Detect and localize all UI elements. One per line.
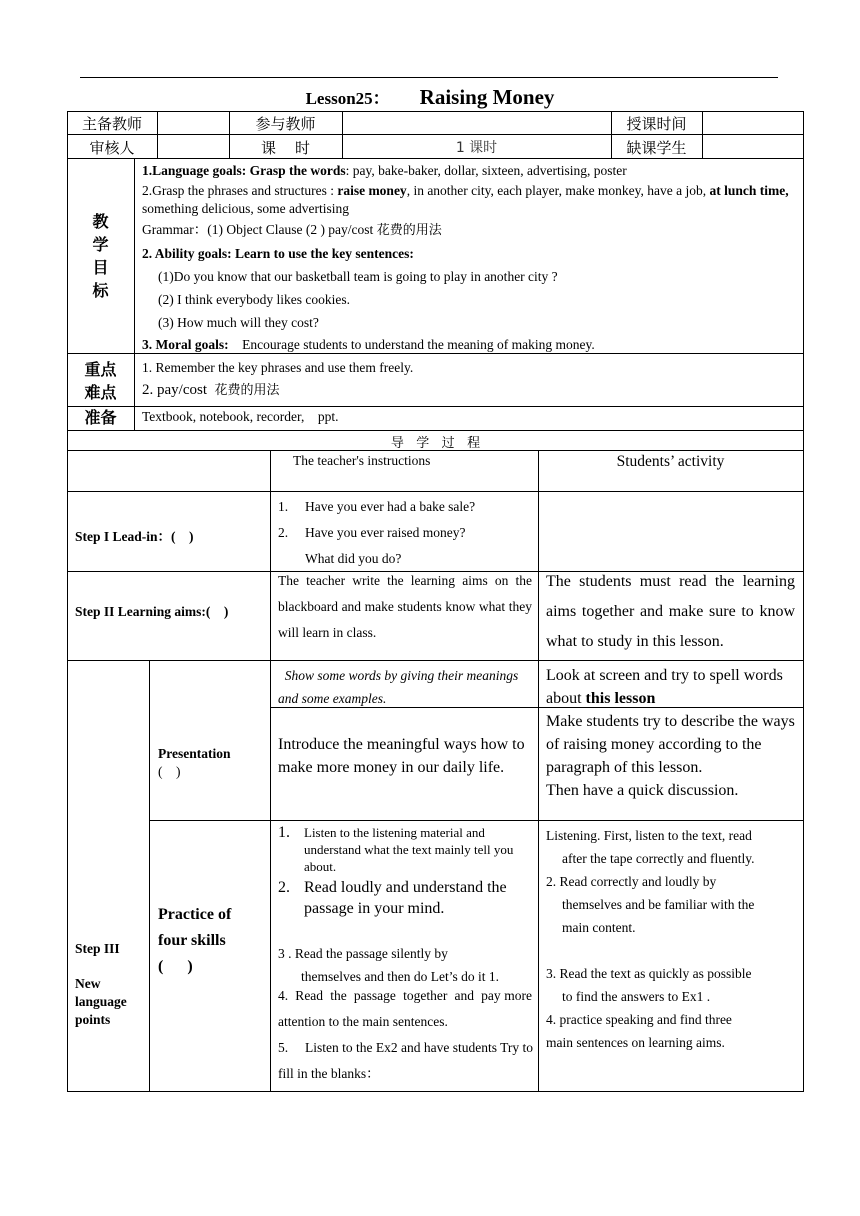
practice-teacher-item (278, 824, 535, 875)
grammar-line (142, 218, 800, 242)
lesson-number: Lesson25： (305, 89, 390, 108)
key-point-1: 1. Remember the key phrases and use them freely. (142, 360, 414, 375)
key-points-content (142, 358, 792, 402)
language-goals-label: 1.Language goals: Grasp the words (142, 163, 346, 178)
presentation-teacher-1: Show some words by giving their meanings and some examples. (278, 668, 522, 706)
practice-teacher-item (278, 877, 535, 919)
preparation-label: 准备 (84, 408, 117, 427)
process-heading: 导 学 过 程 (390, 436, 481, 451)
goals-label-char: 学 (92, 235, 109, 254)
moral-goals-label: 3. Moral goals: (142, 337, 229, 352)
key-point-2-usage: 花费的用法 (214, 383, 280, 398)
key-sentence: (3) How much will they cost? (158, 315, 319, 330)
item-text: themselves and then do Let’s do it 1. (301, 969, 499, 984)
presentation-teacher-2: Introduce the meaningful ways how to make more money in our daily life. (278, 736, 525, 776)
absent-students-label: 缺课学生 (626, 139, 687, 157)
step2-label: Step II Learning aims:( ) (75, 604, 229, 619)
phrases-line (142, 182, 800, 218)
phrases-bold: raise money (337, 183, 407, 198)
question-number: 2. (278, 525, 289, 540)
goals-label-char: 教 (92, 212, 109, 231)
teaching-goals-content (142, 163, 800, 355)
practice-students (546, 824, 800, 1054)
phrases-text: 2.Grasp the phrases and structures : (142, 183, 338, 198)
step1-question (278, 520, 533, 546)
presentation-student-1 (546, 664, 798, 710)
key-points-label-2: 难点 (84, 383, 117, 402)
question-text: Have you ever raised money? (305, 525, 466, 540)
class-time-label: 授课时间 (626, 115, 687, 133)
students-column-header: Students’ activity (616, 453, 725, 470)
step2-students: The students must read the learning aims together and make sure to know what to study in this lesson. (546, 573, 795, 650)
question-text: Have you ever had a bake sale? (305, 499, 476, 514)
goals-label-char: 目 (92, 258, 109, 277)
periods-label: 课 时 (260, 139, 311, 157)
phrases-text: something delicious, some advertising (142, 201, 349, 216)
key-points-label (67, 358, 134, 404)
page-title (0, 84, 860, 110)
co-teacher-label: 参与教师 (255, 115, 316, 133)
presentation-student-2-discussion: Then have a quick discussion. (546, 782, 739, 799)
question-number: 1. (278, 499, 289, 514)
step1-question (278, 494, 533, 520)
practice-teacher-4: 4. Read the passage together and pay more attention to the main sentences. (278, 988, 536, 1029)
practice-teacher (278, 824, 535, 919)
phrases-text: , in another city, each player, make monkey, have a job, (406, 183, 710, 198)
student-activity-line: 2. Read correctly and loudly by (546, 874, 717, 889)
student-activity-line: main content. (562, 920, 636, 935)
student-activity-line: themselves and be familiar with the (562, 897, 755, 912)
key-points-label-1: 重点 (84, 360, 117, 379)
step3-subtitle: New language points (75, 976, 127, 1027)
presentation-label: Presentation (158, 746, 231, 761)
student-activity-line: to find the answers to Ex1 . (562, 989, 711, 1004)
step1-label: Step I Lead-in：( ) (75, 529, 194, 544)
key-sentence: (2) I think everybody likes cookies. (158, 292, 350, 307)
item-text: Listen to the listening material and understand what the text mainly tell you about. (304, 825, 514, 874)
practice-teacher-5: 5. Listen to the Ex2 and have students Try to fill in the blanks： (278, 1040, 537, 1081)
key-point-2 (142, 379, 792, 402)
lesson-name: Raising Money (419, 85, 555, 109)
key-point-2-text: 2. pay/cost (142, 382, 215, 398)
preparation-content: Textbook, notebook, recorder, ppt. (142, 409, 339, 424)
goals-label-char: 标 (92, 281, 109, 300)
reviewer-label: 审核人 (89, 139, 135, 157)
presentation-student-2 (546, 710, 800, 802)
practice-teacher-3 (278, 942, 533, 988)
top-rule (80, 77, 778, 78)
key-sentence: (1)Do you know that our basketball team is going to play in another city ? (158, 269, 558, 284)
student-activity-line: 4. practice speaking and find three (546, 1012, 732, 1027)
lead-teacher-label: 主备教师 (81, 115, 142, 133)
moral-goals-line (142, 334, 800, 355)
practice-label-line: four skills (158, 932, 226, 949)
grammar-usage: 花费的用法 (376, 223, 442, 238)
language-goals-words: : pay, bake-baker, dollar, sixteen, advertising, poster (345, 163, 627, 178)
step3-label (75, 941, 145, 1029)
presentation-paren: ( ) (158, 764, 181, 779)
student-activity-line: 3. Read the text as quickly as possible (546, 966, 752, 981)
language-goals-line (142, 163, 800, 182)
periods-value: 1 课时 (455, 140, 498, 156)
student-activity-line: after the tape correctly and fluently. (562, 851, 755, 866)
ability-goals: 2. Ability goals: Learn to use the key sentences: (142, 246, 414, 261)
presentation-student-2-text: Make students try to describe the ways of raising money according to the paragraph of this lesson. (546, 713, 795, 776)
student-activity-line: main sentences on learning aims. (546, 1035, 725, 1050)
step1-question: What did you do? (305, 551, 402, 566)
item-text: 3 . Read the passage silently by (278, 946, 448, 961)
item-number: 1. (278, 824, 290, 841)
presentation-student-1-text: Look at screen and try to spell words about (546, 667, 783, 707)
item-text: Read loudly and understand the passage in your mind. (304, 879, 507, 917)
phrases-bold: at lunch time, (709, 183, 789, 198)
teaching-goals-label (67, 210, 134, 302)
moral-goals-text: Encourage students to understand the meaning of making money. (228, 337, 595, 352)
step1-questions (278, 494, 533, 572)
step2-teacher: The teacher write the learning aims on the blackboard and make students know what they will learn in class. (278, 573, 532, 640)
student-activity-line: Listening. First, listen to the text, read (546, 828, 752, 843)
grammar-text: Grammar：(1) Object Clause (2 ) pay/cost (142, 222, 377, 237)
teacher-column-header: The teacher's instructions (293, 453, 431, 468)
step3-title: Step III (75, 941, 120, 956)
item-number: 2. (278, 879, 290, 896)
practice-label-line: Practice of (158, 906, 232, 923)
practice-label (158, 902, 268, 980)
practice-paren: ( ) (158, 958, 193, 975)
presentation-student-1-bold: this lesson (585, 690, 656, 707)
spacer (546, 939, 800, 962)
